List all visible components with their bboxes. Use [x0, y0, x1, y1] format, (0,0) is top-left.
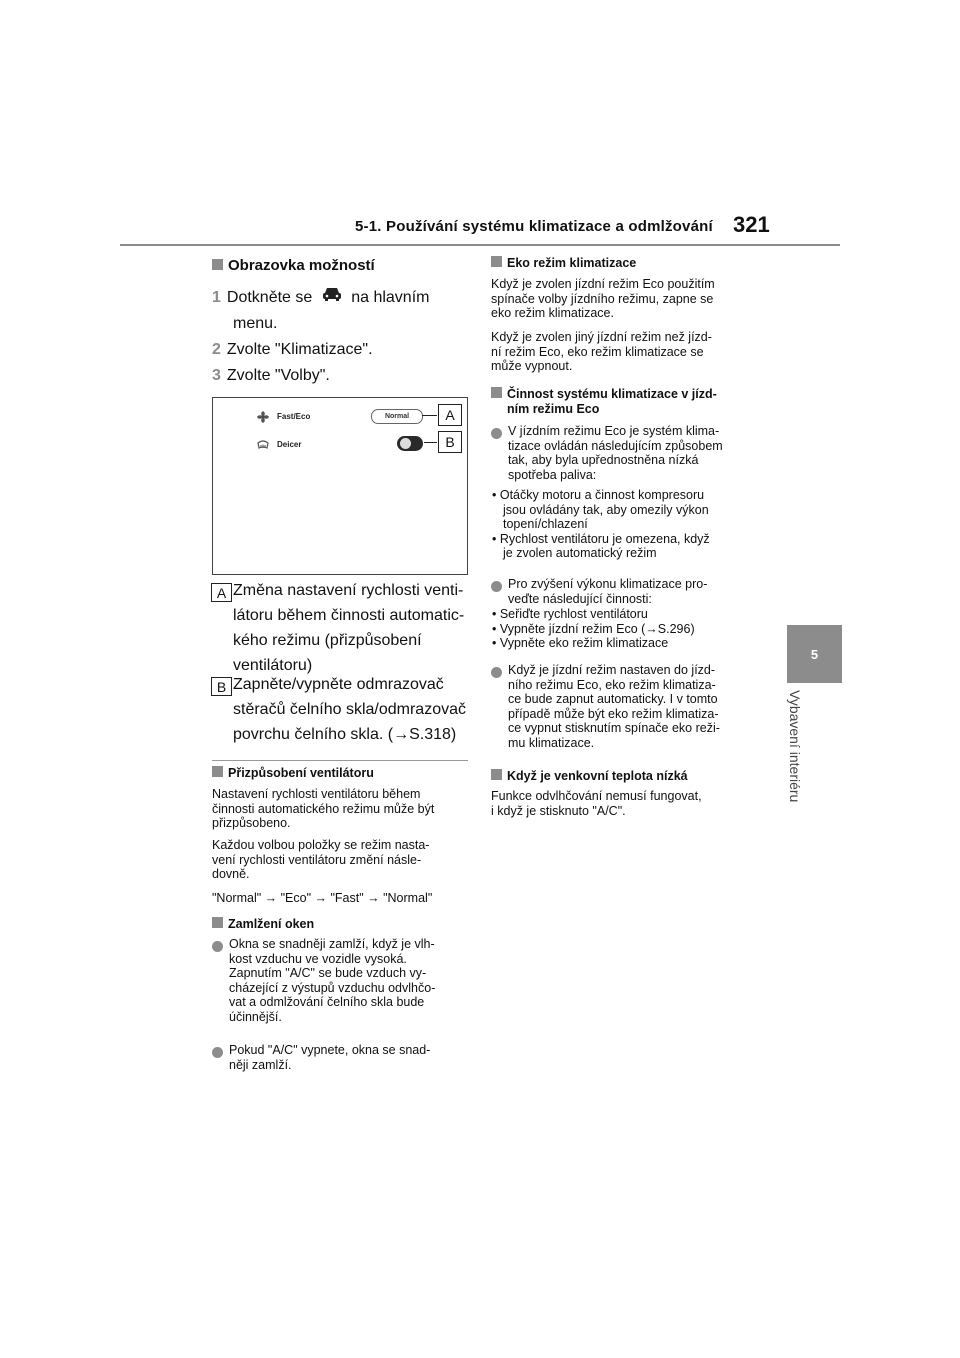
- step-3: [212, 363, 330, 388]
- square-bullet-icon: [212, 766, 223, 777]
- text-line: povrchu čelního skla. (→S.318): [233, 726, 457, 743]
- text-line: tak, aby byla upřednostněna nízká: [508, 453, 699, 467]
- text-line: stěračů čelního skla/odmrazovač: [233, 701, 466, 718]
- label-b: B: [211, 677, 232, 696]
- eco-bullet-2-subs: [491, 607, 753, 651]
- chapter-label: [783, 690, 807, 830]
- chapter-label-text: Vybavení interiéru: [787, 690, 803, 803]
- deicer-label: Deicer: [277, 440, 302, 449]
- text-line: Okna se snadněji zamlží, když je vlh-: [229, 937, 435, 951]
- text-line: Když je zvolen jiný jízdní režim než jízd-: [491, 330, 712, 344]
- step-1: [212, 285, 429, 310]
- heading-text: ním režimu Eco: [507, 402, 600, 416]
- callout-a: A: [438, 404, 462, 426]
- heading-text: Činnost systému klimatizace v jízd-: [507, 387, 717, 401]
- sub-item: • Vypněte eko režim klimatizace: [492, 636, 669, 650]
- eco-ac-heading: [491, 256, 636, 270]
- text-line: tizace ovládán následujícím způsobem: [508, 438, 723, 453]
- fast-eco-label: Fast/Eco: [277, 412, 311, 421]
- step-text: Zvolte "Volby".: [226, 367, 330, 384]
- description-a: [233, 578, 473, 678]
- eco-ac-p2: [491, 330, 753, 374]
- heading-text: Přizpůsobení ventilátoru: [228, 766, 374, 780]
- text-line: cházející z výstupů vzduchu odvlhčo-: [229, 980, 436, 995]
- square-bullet-icon: [491, 769, 502, 780]
- text-line: eko režim klimatizace.: [491, 306, 614, 320]
- fan-mode-button[interactable]: Normal: [371, 409, 423, 424]
- fogging-bullet-1: [212, 937, 469, 1024]
- text-line: ce vypnut stisknutím spínače eko reži-: [508, 721, 720, 735]
- options-screen-figure: [212, 397, 468, 575]
- text-line: Nastavení rychlosti ventilátoru během: [212, 787, 421, 801]
- circle-bullet-icon: [491, 581, 502, 592]
- text-line: ventilátoru): [233, 657, 313, 674]
- text-line: činnosti automatického režimu může být: [212, 801, 435, 816]
- fogging-bullet-2: [212, 1043, 469, 1072]
- text-line: kost vzduchu ve vozidle vysoká.: [229, 951, 407, 966]
- step-1-line2: menu.: [233, 315, 278, 332]
- circle-bullet-icon: [212, 941, 223, 952]
- text-line: mu klimatizace.: [508, 735, 595, 750]
- step-number: 2: [212, 341, 221, 358]
- text-line: něji zamlží.: [229, 1057, 292, 1072]
- square-bullet-icon: [212, 917, 223, 928]
- toggle-knob: [400, 438, 411, 449]
- deicer-toggle[interactable]: [397, 436, 423, 451]
- text-line: Každou volbou položky se režim nasta-: [212, 838, 430, 852]
- text-line: Zapněte/vypněte odmrazovač: [233, 676, 444, 693]
- header-divider: [120, 244, 840, 246]
- text-line: ního režimu Eco, eko režim klimatiza-: [508, 677, 716, 692]
- square-bullet-icon: [212, 259, 223, 270]
- sub-item: • Seřiďte rychlost ventilátoru: [492, 607, 648, 621]
- step-number: 1: [212, 289, 221, 306]
- text-line: Pro zvýšení výkonu klimatizace pro-: [508, 577, 708, 591]
- text-line: látoru během činnosti automatic-: [233, 607, 465, 624]
- text-line: přizpůsobeno.: [212, 816, 291, 830]
- options-screen-heading: [212, 257, 375, 274]
- eco-bullet-3: [491, 663, 770, 750]
- text-line: V jízdním režimu Eco je systém klima-: [508, 424, 720, 438]
- fan-customization-heading: [212, 766, 374, 780]
- page-number: 321: [733, 212, 770, 237]
- text-line: je zvolen automatický režim: [503, 546, 657, 560]
- text-line: Funkce odvlhčování nemusí fungovat,: [491, 789, 702, 803]
- text-line: spotřeba paliva:: [508, 467, 597, 482]
- text-line: vení rychlosti ventilátoru změní násle-: [212, 852, 422, 867]
- section-divider: [212, 760, 468, 761]
- text-line: dovně.: [212, 867, 250, 881]
- text-line: kého režimu (přizpůsobení: [233, 632, 422, 649]
- circle-bullet-icon: [491, 667, 502, 678]
- callout-line-b: [424, 442, 437, 443]
- step-2: [212, 337, 373, 362]
- sub-item: [491, 532, 753, 561]
- section-title: 5-1. Používání systému klimatizace a odmlžování: [355, 218, 713, 235]
- text-line: i když je stisknuto "A/C".: [491, 803, 626, 818]
- text-line: Když je jízdní režim nastaven do jízd-: [508, 663, 716, 677]
- callout-line-a: [422, 415, 437, 416]
- text-line: účinnější.: [229, 1009, 282, 1024]
- heading-text: Obrazovka možností: [228, 257, 375, 274]
- square-bullet-icon: [491, 387, 502, 398]
- text-line: veďte následující činnosti:: [508, 591, 652, 606]
- eco-bullet-2: [491, 577, 770, 606]
- text-line: jsou ovládány tak, aby omezily výkon: [503, 502, 709, 517]
- text-line: vat a odmlžování čelního skla bude: [229, 995, 425, 1009]
- text-line: Pokud "A/C" vypnete, okna se snad-: [229, 1043, 431, 1057]
- eco-bullet-1-subs: [491, 488, 753, 561]
- text-line: • Otáčky motoru a činnost kompresoru: [492, 488, 705, 502]
- step-text: na hlavním: [351, 289, 430, 306]
- square-bullet-icon: [491, 256, 502, 267]
- text-line: spínače volby jízdního režimu, zapne se: [491, 291, 714, 306]
- text-line: Zapnutím "A/C" se bude vzduch vy-: [229, 966, 427, 980]
- circle-bullet-icon: [212, 1047, 223, 1058]
- text-line: Změna nastavení rychlosti venti-: [233, 582, 464, 599]
- text-line: topení/chlazení: [503, 517, 588, 531]
- step-text: Zvolte "Klimatizace".: [226, 341, 373, 358]
- text-line: ní režim Eco, eko režim klimatizace se: [491, 344, 704, 359]
- circle-bullet-icon: [491, 428, 502, 439]
- sub-item: [491, 488, 753, 532]
- fan-customization-p2: [212, 838, 468, 882]
- step-text: Dotkněte se: [226, 289, 313, 306]
- sub-item: • Vypněte jízdní režim Eco (→S.296): [492, 621, 695, 636]
- defroster-icon: [257, 438, 269, 456]
- callout-b: B: [438, 431, 462, 453]
- heading-text: Eko režim klimatizace: [507, 256, 637, 270]
- text-line: ce bude zapnut automaticky. I v tomto: [508, 692, 718, 706]
- heading-text: Když je venkovní teplota nízká: [507, 769, 688, 783]
- label-a: A: [211, 583, 232, 602]
- text-line: • Rychlost ventilátoru je omezena, když: [492, 531, 710, 546]
- eco-bullet-1: [491, 424, 770, 482]
- eco-operation-heading: [491, 387, 753, 417]
- eco-ac-p1: [491, 277, 753, 321]
- car-icon: [321, 285, 343, 310]
- text-line: Když je zvolen jízdní režim Eco použitím: [491, 277, 715, 291]
- low-temp-heading: [491, 769, 688, 783]
- text-line: může vypnout.: [491, 359, 573, 373]
- fan-icon: [257, 410, 269, 428]
- description-b: [233, 672, 473, 747]
- heading-text: Zamlžení oken: [228, 917, 315, 931]
- window-fogging-heading: [212, 917, 314, 931]
- chapter-tab: 5: [787, 625, 842, 683]
- fan-customization-p1: [212, 787, 468, 831]
- step-number: 3: [212, 367, 221, 384]
- text-line: případě může být eko režim klimatiza-: [508, 706, 719, 721]
- low-temp-p1: [491, 789, 753, 818]
- fan-mode-sequence: "Normal" → "Eco" → "Fast" → "Normal": [212, 891, 433, 905]
